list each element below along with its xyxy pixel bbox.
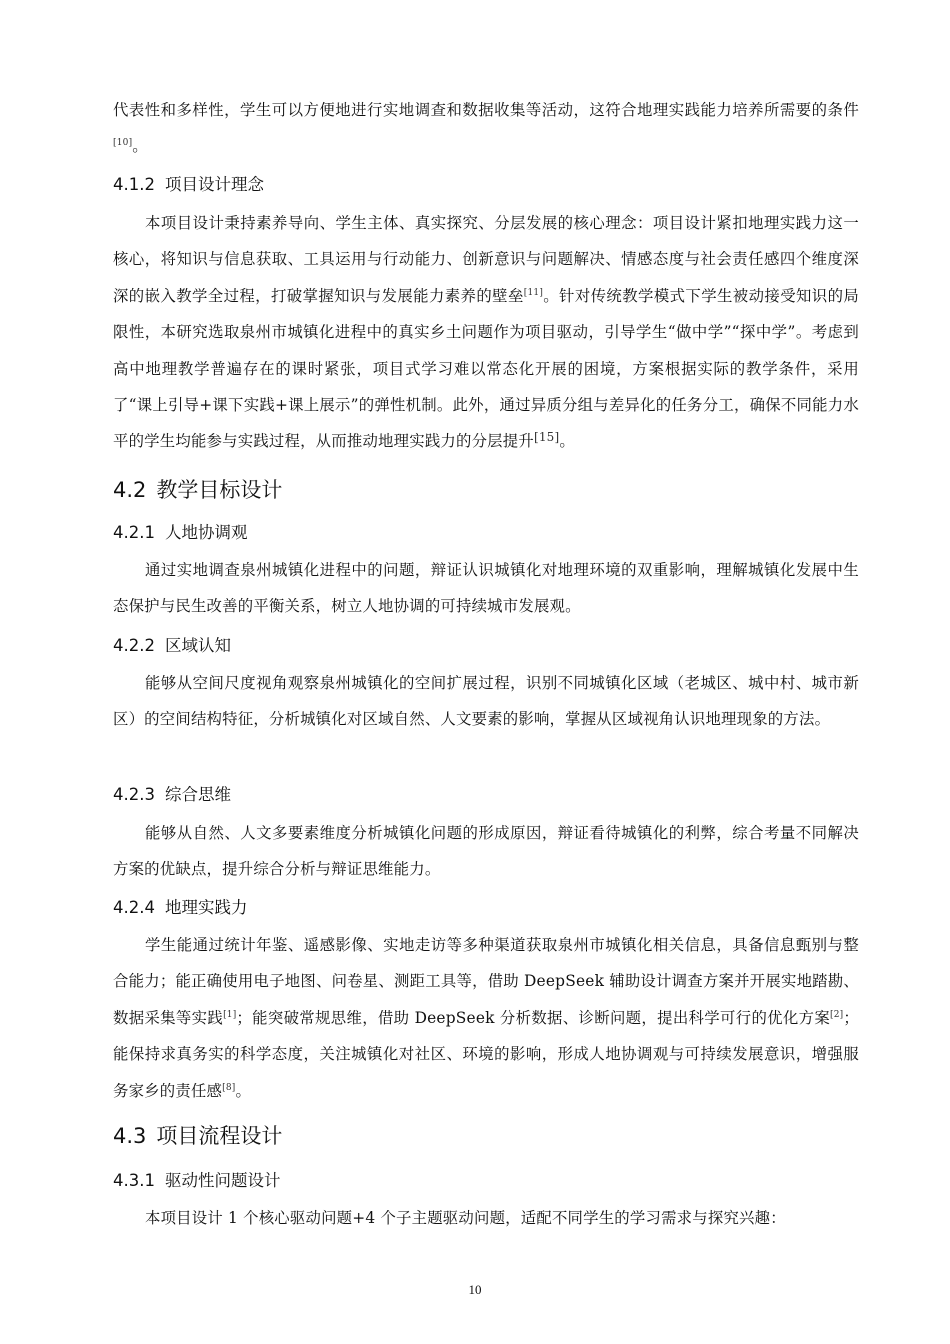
section-title: 驱动性问题设计	[164, 1171, 281, 1190]
page-number: 10	[468, 1282, 482, 1297]
section-number: 4.2	[113, 478, 147, 502]
section-paragraph-4-2-3: 能够从自然、人文多要素维度分析城镇化问题的形成原因，辩证看待城镇化的利弊，综合考量不同解决方案的优缺点，提升综合分析与辩证思维能力。	[113, 824, 859, 879]
paragraph-text: 。	[559, 432, 575, 451]
section-number: 4.3.1	[113, 1171, 155, 1190]
section-paragraph-4-2-2: 能够从空间尺度视角观察泉州城镇化的空间扩展过程，识别不同城镇化区域（老城区、城中村、城市新区）的空间结构特征，分析城镇化对区域自然、人文要素的影响，掌握从区域视角认识地理现象的方法。	[113, 674, 859, 729]
section-title: 教学目标设计	[156, 478, 283, 502]
section-title: 人地协调观	[164, 523, 248, 542]
section-title: 项目设计理念	[164, 175, 264, 194]
citation-ref: [1]	[223, 1009, 237, 1020]
section-heading-4-2-1	[113, 522, 247, 544]
citation-ref: [11]	[523, 287, 544, 298]
paragraph-text: ；能保持求真务实的科学态度，关注城镇化对社区、环境的影响，形成人地协调观与可持续发展意识，增强服务家乡的责任感	[113, 1008, 859, 1100]
section-paragraph-4-2-1: 通过实地调查泉州城镇化进程中的问题，辩证认识城镇化对地理环境的双重影响，理解城镇化发展中生态保护与民生改善的平衡关系，树立人地协调的可持续城市发展观。	[113, 561, 859, 616]
section-paragraph-4-2-4	[113, 927, 859, 1109]
paragraph-text: 。针对传统教学模式下学生被动接受知识的局限性，本研究选取泉州市城镇化进程中的真实乡土问题作为项目驱动，引导学生“做中学”“探中学”。考虑到高中地理教学普遍存在的课时紧张，项目式学习难以常态化开展的困境，方案根据实际的教学条件，采用了“课上引导+课下实践+课上展示”的弹性机制。此外，通过异质分组与差异化的任务分工，确保不同能力水平的学生均能参与实践过程，从而推动地理实践力的分层提升	[113, 286, 859, 451]
citation-ref: [15]	[533, 430, 560, 445]
citation-ref: [2]	[830, 1009, 844, 1020]
section-number: 4.2.2	[113, 636, 155, 655]
section-heading-4-2-3	[113, 784, 231, 806]
paragraph-text: 代表性和多样性，学生可以方便地进行实地调查和数据收集等活动，这符合地理实践能力培养所需要的条件	[113, 101, 859, 119]
section-number: 4.2.4	[113, 898, 155, 917]
section-title: 地理实践力	[164, 898, 248, 917]
section-number: 4.3	[113, 1124, 147, 1148]
paragraph-text: 学生能通过统计年鉴、遥感影像、实地走访等多种渠道获取泉州市城镇化相关信息，具备信息甄别与整合能力；能正确使用电子地图、问卷星、测距工具等，借助 DeepSeek 辅助设计调查方案并开展实地踏勘、数据采集等实践	[113, 936, 859, 1027]
citation-ref: [10]	[113, 138, 133, 149]
paragraph-text: ；能突破常规思维，借助 DeepSeek 分析数据、诊断问题，提出科学可行的优化方案	[236, 1008, 831, 1027]
paragraph-text: 。	[235, 1081, 252, 1100]
section-title: 项目流程设计	[156, 1124, 283, 1148]
section-heading-4-1-2	[113, 174, 264, 196]
section-number: 4.1.2	[113, 175, 155, 194]
paragraph-text: 本项目设计秉持素养导向、学生主体、真实探究、分层发展的核心理念：项目设计紧扣地理实践力这一核心，将知识与信息获取、工具运用与行动能力、创新意识与问题解决、情感态度与社会责任感四个维度深深的嵌入教学全过程，打破掌握知识与发展能力素养的壁垒	[113, 214, 859, 305]
section-paragraph-4-1-2	[113, 205, 859, 460]
paragraph-text: 。	[132, 137, 148, 156]
section-heading-4-3	[113, 1122, 282, 1150]
section-heading-4-3-1	[113, 1170, 280, 1192]
section-heading-4-2-4	[113, 897, 247, 919]
intro-paragraph	[113, 92, 859, 165]
section-number: 4.2.3	[113, 785, 155, 804]
citation-ref: [8]	[222, 1082, 236, 1093]
section-title: 区域认知	[164, 636, 231, 655]
section-paragraph-4-3-1: 本项目设计 1 个核心驱动问题+4 个子主题驱动问题，适配不同学生的学习需求与探究兴趣：	[145, 1209, 786, 1227]
section-title: 综合思维	[164, 785, 231, 804]
section-heading-4-2	[113, 476, 282, 504]
section-number: 4.2.1	[113, 523, 155, 542]
section-heading-4-2-2	[113, 635, 231, 657]
